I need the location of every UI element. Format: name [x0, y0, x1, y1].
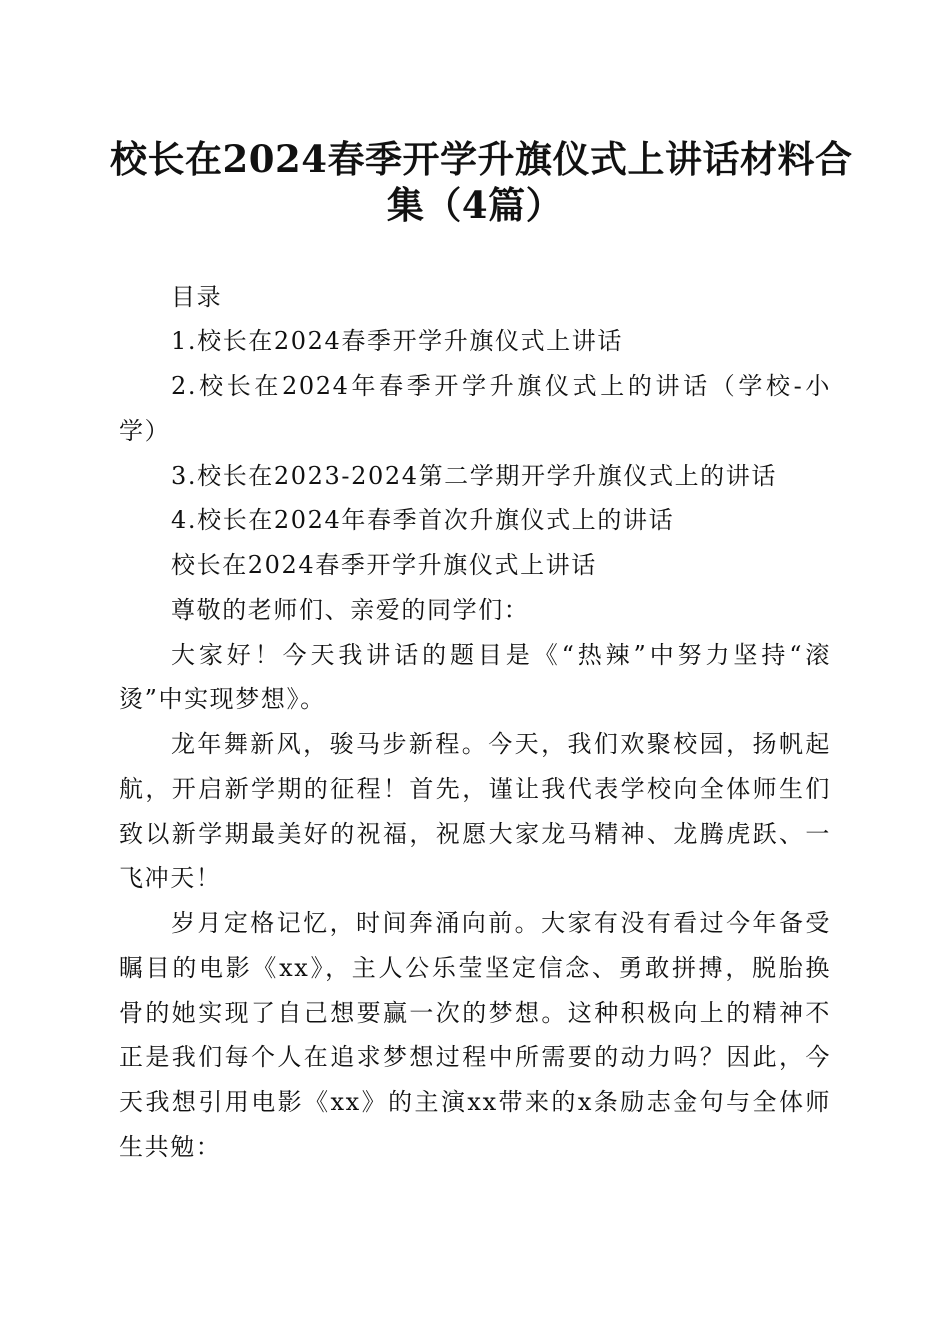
paragraph-3-line-2: 瞩目的电影《xx》，主人公乐莹坚定信念、勇敢拼搏，脱胎换: [119, 954, 831, 982]
paragraph-3-line-4: 正是我们每个人在追求梦想过程中所需要的动力吗？因此，今: [119, 1043, 831, 1071]
section-title: 校长在2024春季开学升旗仪式上讲话: [171, 551, 597, 579]
paragraph-2-line-4: 飞冲天！: [119, 864, 222, 892]
paragraph-3-line-3: 骨的她实现了自己想要赢一次的梦想。这种积极向上的精神不: [119, 999, 831, 1027]
document-title-line-1: 校长在2024春季开学升旗仪式上讲话材料合: [110, 137, 853, 181]
paragraph-3-line-5: 天我想引用电影《xx》的主演xx带来的x条励志金句与全体师: [119, 1088, 831, 1116]
paragraph-1-line-1: 大家好！今天我讲话的题目是《“热辣”中努力坚持“滚: [171, 641, 831, 669]
toc-item-1: 1.校长在2024春季开学升旗仪式上讲话: [171, 327, 623, 355]
paragraph-2-line-1: 龙年舞新风，骏马步新程。今天，我们欢聚校园，扬帆起: [171, 730, 831, 758]
toc-item-2-continued: 学）: [119, 417, 171, 445]
greeting: 尊敬的老师们、亲爱的同学们：: [171, 596, 530, 624]
toc-item-3: 3.校长在2023-2024第二学期开学升旗仪式上的讲话: [171, 462, 777, 490]
paragraph-2-line-2: 航，开启新学期的征程！首先，谨让我代表学校向全体师生们: [119, 775, 831, 803]
paragraph-2-line-3: 致以新学期最美好的祝福，祝愿大家龙马精神、龙腾虎跃、一: [119, 820, 831, 848]
paragraph-3-line-6: 生共勉：: [119, 1133, 222, 1161]
toc-item-2: 2.校长在2024年春季开学升旗仪式上的讲话（学校-小: [171, 372, 831, 400]
paragraph-1-line-2: 烫”中实现梦想》。: [119, 685, 326, 713]
toc-item-4: 4.校长在2024年春季首次升旗仪式上的讲话: [171, 506, 675, 534]
toc-heading: 目录: [171, 283, 223, 311]
document-title-line-2: 集（4篇）: [386, 183, 564, 227]
paragraph-3-line-1: 岁月定格记忆，时间奔涌向前。大家有没有看过今年备受: [171, 909, 831, 937]
